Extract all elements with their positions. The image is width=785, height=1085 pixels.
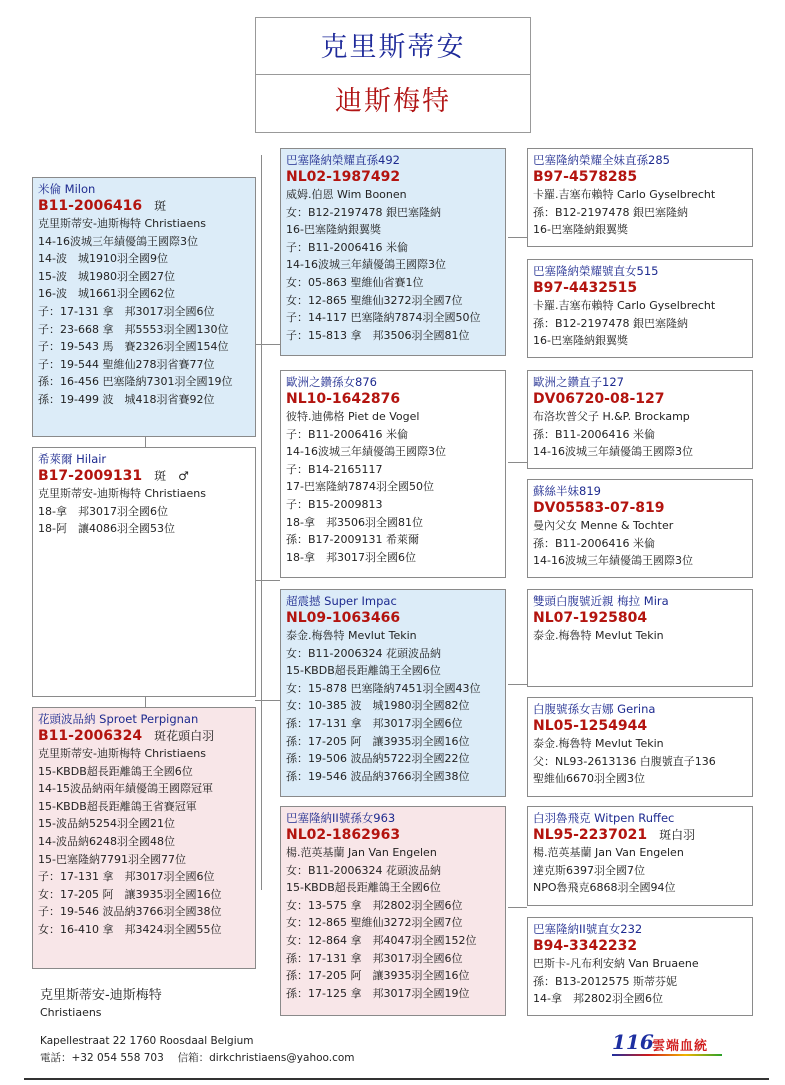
detail-line: 孫：B12-2197478 銀巴塞隆納 [533,316,688,330]
detail-line: 泰金.梅魯特 Mevlut Tekin [533,629,664,642]
pedigree-card-sire [32,177,256,437]
ring-number: B97-4578285 [533,169,638,185]
detail-line: 孫：19-546 波品納3766羽全國38位 [286,769,470,783]
breeder-name: 克里斯蒂安-迪斯梅特 [40,988,162,1003]
detail-line: 泰金.梅魯特 Mevlut Tekin [533,737,664,750]
detail-line: 14-16波城三年績優鴿王國際3位 [533,554,693,568]
detail-line: 子：B11-2006416 米倫 [286,427,408,441]
bird-name: 巴塞隆納II號孫女963 [286,811,396,825]
connector [508,907,527,908]
detail-line: 孫：B12-2197478 銀巴塞隆納 [533,205,688,219]
color-tag: 斑 [154,199,167,213]
detail-line: 孫：B13-2012575 斯蒂芬妮 [533,974,677,988]
detail-line: 女：17-205 阿 讓3935羽全國16位 [38,887,222,901]
detail-line: 克里斯蒂安-迪斯梅特 Christiaens [38,487,207,500]
logo-underline [612,1054,722,1056]
connector [508,237,527,238]
detail-line: 彼特.迪佛格 Piet de Vogel [286,410,420,423]
detail-line: 子：19-546 波品納3766羽全國38位 [38,905,222,919]
detail-line: 女：B11-2006324 花頭波品納 [286,863,441,877]
detail-line: 子：B11-2006416 米倫 [286,240,408,254]
detail-line: 巴斯卡-凡布利安納 Van Bruaene [533,957,699,970]
breeder-contact: 電話：+32 054 558 703 信箱：dirkchristiaens@yahoo.com [40,1052,355,1064]
connector [508,462,527,463]
logo-text: 雲端血統 [652,1039,709,1054]
detail-line: 14-16波城三年績優鴿王國際3位 [533,445,693,459]
detail-line: 威姆.伯恩 Wim Boonen [286,188,407,201]
detail-line: 14-波品納6248羽全國48位 [38,834,175,848]
detail-line: 18-拿 邦3017羽全國6位 [38,504,168,518]
detail-line: 16-巴塞隆納銀翼獎 [286,223,381,237]
detail-line: 子：17-131 拿 邦3017羽全國6位 [38,870,215,884]
detail-line: 孫：19-506 波品納5722羽全國22位 [286,752,470,766]
color-tag: 斑 ♂ [154,469,189,483]
color-tag: 斑白羽 [659,828,696,842]
connector [145,697,146,707]
ring-number: B11-2006416 [38,198,143,214]
pedigree-card-sds [527,370,753,469]
detail-line: 15-巴塞隆納7791羽全國77位 [38,852,186,866]
detail-line: 子：14-117 巴塞隆納7874羽全國50位 [286,311,481,325]
detail-line: 17-巴塞隆納7874羽全國50位 [286,480,434,494]
detail-line: 18-拿 邦3017羽全國6位 [286,550,416,564]
site-logo [612,1030,722,1054]
detail-line: 孫：17-131 拿 邦3017羽全國6位 [286,716,463,730]
ring-number: B17-2009131 [38,468,143,484]
ring-number: DV06720-08-127 [533,391,665,407]
detail-line: 女：16-410 拿 邦3424羽全國55位 [38,922,222,936]
pedigree-card-dsd [527,697,753,797]
detail-line: 15-KBDB超長距離鴿王全國6位 [286,664,441,678]
detail-line: 孫：B11-2006416 米倫 [533,536,655,550]
pedigree-card-ddd [527,917,753,1016]
detail-line: 15-波 城1980羽全國27位 [38,269,175,283]
detail-line: 克里斯蒂安-迪斯梅特 Christiaens [38,217,207,230]
ring-number: NL10-1642876 [286,391,401,407]
logo-number: 116 [612,1030,654,1054]
detail-line: 聖維仙6670羽全國3位 [533,772,645,786]
detail-line: 子：17-131 拿 邦3017羽全國6位 [38,304,215,318]
pedigree-card-sdd [527,479,753,578]
detail-line: 18-拿 邦3506羽全國81位 [286,515,423,529]
detail-line: 孫：B11-2006416 米倫 [533,427,655,441]
detail-line: 女：12-864 拿 邦4047羽全國152位 [286,933,477,947]
detail-line: 達克斯6397羽全國7位 [533,863,645,877]
detail-line: 14-波 城1910羽全國9位 [38,252,168,266]
detail-line: 14-15波品納兩年績優鴿王國際冠軍 [38,782,213,796]
ring-number: B94-3342232 [533,938,638,954]
pedigree-card-dss [527,589,753,687]
bird-name: 米倫 Milon [38,182,96,196]
detail-line: NPO魯飛克6868羽全國94位 [533,881,676,895]
detail-line: 子：23-668 拿 邦5553羽全國130位 [38,322,229,336]
detail-line: 子：15-813 拿 邦3506羽全國81位 [286,328,470,342]
pedigree-card-sss [527,148,753,247]
detail-line: 15-KBDB超長距離鴿王省賽冠軍 [38,799,197,813]
breeder-address: Kapellestraat 22 1760 Roosdaal Belgium [40,1035,254,1047]
pedigree-card-sire-dam [280,370,506,578]
detail-line: 布洛坎普父子 H.&P. Brockamp [533,410,690,423]
detail-line: 父：NL93-2613136 白腹號直子136 [533,754,716,768]
detail-line: 女：B12-2197478 銀巴塞隆納 [286,205,441,219]
bird-name: 巴塞隆納榮耀號直女515 [533,264,659,278]
detail-line: 女：05-863 聖維仙省賽1位 [286,275,424,289]
bird-name: 蘇絲半妹819 [533,484,601,498]
detail-line: 18-阿 讓4086羽全國53位 [38,522,175,536]
detail-line: 楊.范英基蘭 Jan Van Engelen [286,846,437,859]
detail-line: 孫：17-205 阿 讓3935羽全國16位 [286,969,470,983]
bird-name: 雙頭白腹號近親 梅拉 Mira [533,594,669,608]
ring-number: B97-4432515 [533,280,638,296]
detail-line: 子：B14-2165117 [286,462,383,476]
detail-line: 子：19-543 馬 賽2326羽全國154位 [38,340,229,354]
bird-title: 迪斯梅特 [335,86,451,117]
bird-name: 巴塞隆納II號直女232 [533,922,643,936]
ring-number: NL07-1925804 [533,610,648,626]
connector [255,580,280,581]
pedigree-card-dam [32,707,256,969]
detail-line: 子：B15-2009813 [286,497,383,511]
connector [508,684,527,685]
pedigree-card-sibling [32,447,256,697]
breeder-name-en: Christiaens [40,1006,102,1019]
detail-line: 孫：17-125 拿 邦3017羽全國19位 [286,986,470,1000]
detail-line: 16-巴塞隆納銀翼獎 [533,334,628,348]
detail-line: 14-16波城三年績優鴿王國際3位 [286,445,446,459]
ring-number: NL05-1254944 [533,718,648,734]
bird-name: 超震撼 Super Impac [286,594,397,608]
bird-name: 白羽魯飛克 Witpen Ruffec [533,811,675,825]
detail-line: 女：10-385 波 城1980羽全國82位 [286,699,470,713]
ring-number: NL95-2237021 [533,827,648,843]
color-tag: 斑花頭白羽 [154,729,215,743]
connector [261,155,262,890]
detail-line: 女：12-865 聖維仙3272羽全國7位 [286,293,463,307]
detail-line: 克里斯蒂安-迪斯梅特 Christiaens [38,747,207,760]
owner-title: 克里斯蒂安 [256,18,530,75]
bird-name: 歐洲之鑽孫女876 [286,375,377,389]
detail-line: 卡羅.吉塞布賴特 Carlo Gyselbrecht [533,188,716,201]
detail-line: 14-拿 邦2802羽全國6位 [533,992,663,1006]
detail-line: 15-波品納5254羽全國21位 [38,817,175,831]
connector [145,437,146,447]
detail-line: 女：12-865 聖維仙3272羽全國7位 [286,916,463,930]
detail-line: 孫：19-499 波 城418羽省賽92位 [38,392,215,406]
bird-name: 希萊爾 Hilair [38,452,107,466]
pedigree-card-dam-dam [280,806,506,1016]
title-box [255,17,531,133]
detail-line: 女：13-575 拿 邦2802羽全國6位 [286,898,463,912]
ring-number: B11-2006324 [38,728,143,744]
detail-line: 卡羅.吉塞布賴特 Carlo Gyselbrecht [533,299,716,312]
bird-name: 白腹號孫女吉娜 Gerina [533,702,656,716]
detail-line: 女：15-878 巴塞隆納7451羽全國43位 [286,681,481,695]
detail-line: 15-KBDB超長距離鴿王全國6位 [38,764,193,778]
ring-number: NL02-1987492 [286,169,401,185]
detail-line: 15-KBDB超長距離鴿王全國6位 [286,881,441,895]
pedigree-card-dds [527,806,753,906]
bird-name: 巴塞隆納榮耀直孫492 [286,153,400,167]
detail-line: 16-巴塞隆納銀翼獎 [533,223,628,237]
connector [255,700,280,701]
detail-line: 孫：17-131 拿 邦3017羽全國6位 [286,951,463,965]
bottom-divider [24,1078,769,1080]
bird-name: 歐洲之鑽直子127 [533,375,624,389]
detail-line: 孫：16-456 巴塞隆納7301羽全國19位 [38,375,233,389]
detail-line: 女：B11-2006324 花頭波品納 [286,646,441,660]
ring-number: DV05583-07-819 [533,500,665,516]
ring-number: NL02-1862963 [286,827,401,843]
bird-name: 巴塞隆納榮耀全妹直孫285 [533,153,670,167]
detail-line: 14-16波城三年績優鴿王國際3位 [286,258,446,272]
detail-line: 孫：B17-2009131 希萊爾 [286,533,419,547]
pedigree-card-sire-sire [280,148,506,356]
pedigree-card-ssd [527,259,753,358]
detail-line: 16-波 城1661羽全國62位 [38,287,175,301]
connector [255,344,280,345]
detail-line: 14-16波城三年績優鴿王國際3位 [38,234,198,248]
detail-line: 曼內父女 Menne & Tochter [533,519,674,532]
detail-line: 泰金.梅魯特 Mevlut Tekin [286,629,417,642]
detail-line: 孫：17-205 阿 讓3935羽全國16位 [286,734,470,748]
pedigree-card-dam-sire [280,589,506,797]
detail-line: 子：19-544 聖維仙278羽省賽77位 [38,357,215,371]
detail-line: 楊.范英基蘭 Jan Van Engelen [533,846,684,859]
ring-number: NL09-1063466 [286,610,401,626]
bird-name: 花頭波品納 Sproet Perpignan [38,712,199,726]
